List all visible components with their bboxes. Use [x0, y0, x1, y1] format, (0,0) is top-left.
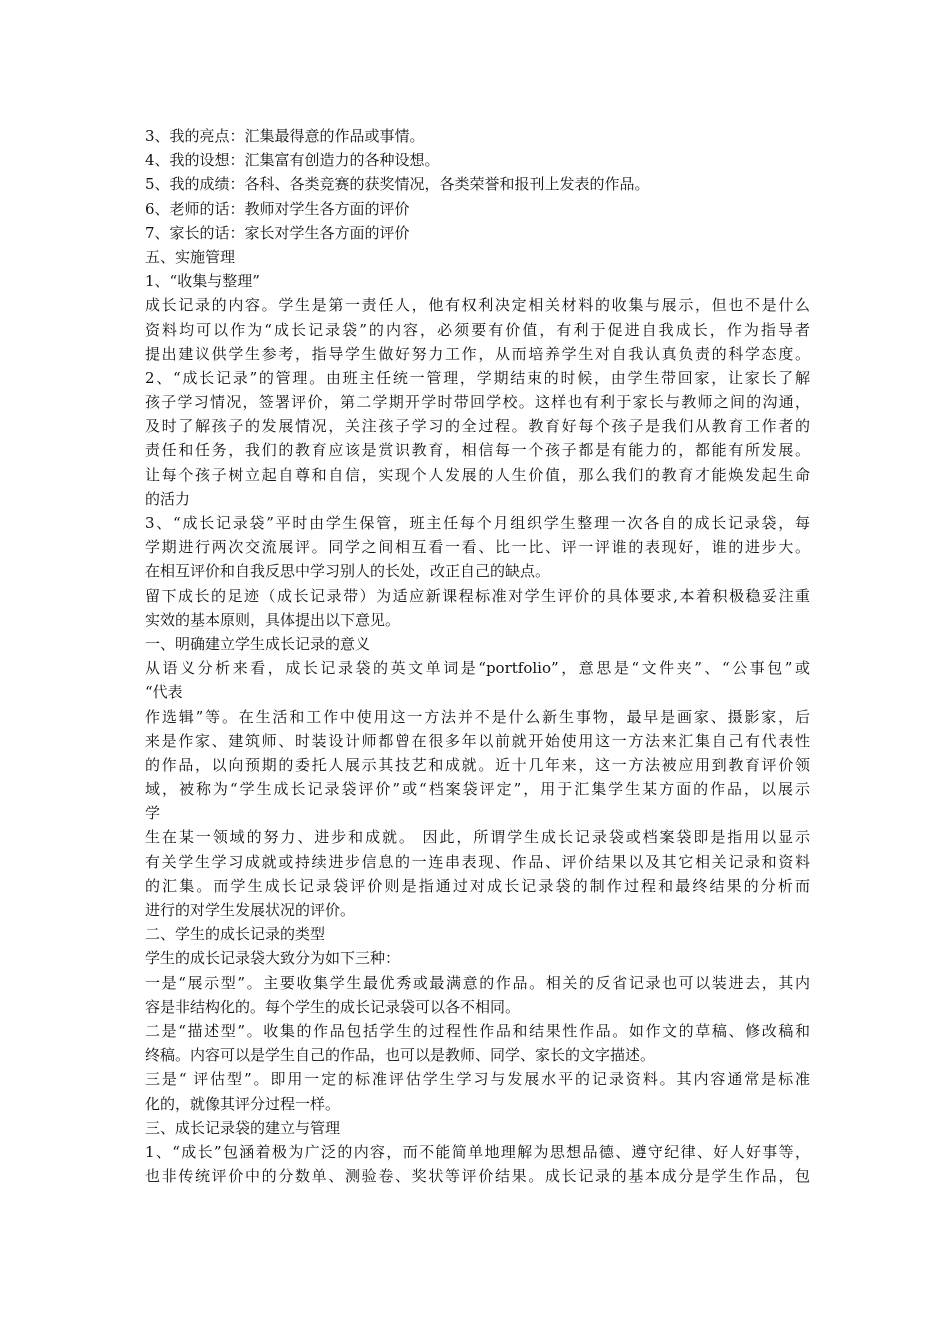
- text-line: 留下成长的足迹（成长记录带）为适应新课程标准对学生评价的具体要求,本着积极稳妥注重: [145, 586, 810, 605]
- text-line: 二、学生的成长记录的类型: [145, 925, 326, 944]
- text-line: 成长记录的内容。学生是第一责任人，他有权利决定相关材料的收集与展示，但也不是什么: [145, 296, 810, 315]
- text-line: 4、我的设想：汇集富有创造力的各种设想。: [145, 151, 440, 170]
- text-line: “代表: [145, 683, 183, 702]
- text-line: 孩子学习情况，签署评价，第二学期开学时带回学校。这样也有利于家长与教师之间的沟通，: [145, 393, 810, 412]
- text-line: 三、成长记录袋的建立与管理: [145, 1118, 341, 1137]
- text-line: 资料均可以作为“成长记录袋”的内容，必须要有价值，有利于促进自我成长，作为指导者: [145, 320, 810, 339]
- text-line: 学: [145, 804, 161, 823]
- text-line: 1、“收集与整理”: [145, 272, 260, 291]
- text-line: 5、我的成绩：各科、各类竞赛的获奖情况，各类荣誉和报刊上发表的作品。: [145, 175, 650, 194]
- text-line: 一是“展示型”。主要收集学生最优秀或最满意的作品。相关的反省记录也可以装进去，其内: [145, 973, 810, 992]
- text-line: 终稿。内容可以是学生自己的作品，也可以是教师、同学、家长的文字描述。: [145, 1046, 656, 1065]
- text-line: 2、“成长记录”的管理。由班主任统一管理，学期结束的时候，由学生带回家，让家长了解: [145, 368, 810, 387]
- text-line: 提出建议供学生参考，指导学生做好努力工作，从而培养学生对自我认真负责的科学态度。: [145, 344, 810, 363]
- text-line: 及时了解孩子的发展情况，关注孩子学习的全过程。教育好每个孩子是我们从教育工作者的: [145, 417, 810, 436]
- text-line: 责任和任务，我们的教育应该是赏识教育，相信每一个孩子都是有能力的，都能有所发展。: [145, 441, 810, 460]
- text-line: 三是“ 评估型”。即用一定的标准评估学生学习与发展水平的记录资料。其内容通常是标准: [145, 1070, 810, 1089]
- text-line: 作选辑”等。在生活和工作中使用这一方法并不是什么新生事物，最早是画家、摄影家，后: [145, 707, 810, 726]
- text-line: 让每个孩子树立起自尊和自信，实现个人发展的人生价值，那么我们的教育才能焕发起生命: [145, 465, 810, 484]
- text-line: 也非传统评价中的分数单、测验卷、奖状等评价结果。成长记录的基本成分是学生作品，包: [145, 1167, 810, 1186]
- text-line: 3、我的亮点：汇集最得意的作品或事情。: [145, 127, 425, 145]
- text-line: 来是作家、建筑师、时装设计师都曾在很多年以前就开始使用这一方法来汇集自己有代表性: [145, 731, 810, 750]
- text-line: 学生的成长记录袋大致分为如下三种：: [145, 949, 401, 968]
- text-line: 有关学生学习成就或持续进步信息的一连串表现、作品、评价结果以及其它相关记录和资料: [145, 852, 810, 871]
- text-line: 从语义分析来看，成长记录袋的英文单词是“portfolio”，意思是“文件夹”、“公事包”或: [145, 659, 810, 678]
- text-line: 在相互评价和自我反思中学习别人的长处，改正自己的缺点。: [145, 562, 551, 581]
- text-line: 进行的对学生发展状况的评价。: [145, 901, 356, 919]
- text-line: 6、老师的话：教师对学生各方面的评价: [145, 199, 410, 218]
- text-line: 五、实施管理: [145, 247, 236, 266]
- text-line: 3、“成长记录袋”平时由学生保管，班主任每个月组织学生整理一次各自的成长记录袋，每: [145, 514, 810, 532]
- text-line: 的汇集。而学生成长记录袋评价则是指通过对成长记录袋的制作过程和最终结果的分析而: [145, 876, 810, 895]
- document-body: [145, 124, 810, 1188]
- text-line: 的作品，以向预期的委托人展示其技艺和成就。近十几年来，这一方法被应用到教育评价领: [145, 755, 810, 774]
- text-line: 二是“描述型”。收集的作品包括学生的过程性作品和结果性作品。如作文的草稿、修改稿和: [145, 1021, 810, 1040]
- text-line: 7、家长的话：家长对学生各方面的评价: [145, 223, 410, 242]
- text-line: 1、“成长”包涵着极为广泛的内容，而不能简单地理解为思想品德、遵守纪律、好人好事等，: [145, 1142, 810, 1161]
- text-line: 生在某一领域的努力、进步和成就。 因此，所谓学生成长记录袋或档案袋即是指用以显示: [145, 828, 810, 847]
- text-line: 域，被称为“学生成长记录袋评价”或“档案袋评定”，用于汇集学生某方面的作品，以展示: [145, 780, 810, 799]
- text-line: 化的，就像其评分过程一样。: [145, 1094, 341, 1113]
- text-line: 一、明确建立学生成长记录的意义: [145, 634, 371, 653]
- text-line: 实效的基本原则，具体提出以下意见。: [145, 610, 401, 629]
- text-line: 学期进行两次交流展评。同学之间相互看一看、比一比、评一评谁的表现好，谁的进步大。: [145, 538, 810, 557]
- text-line: 的活力: [145, 489, 191, 508]
- text-line: 容是非结构化的。每个学生的成长记录袋可以各不相同。: [145, 997, 521, 1016]
